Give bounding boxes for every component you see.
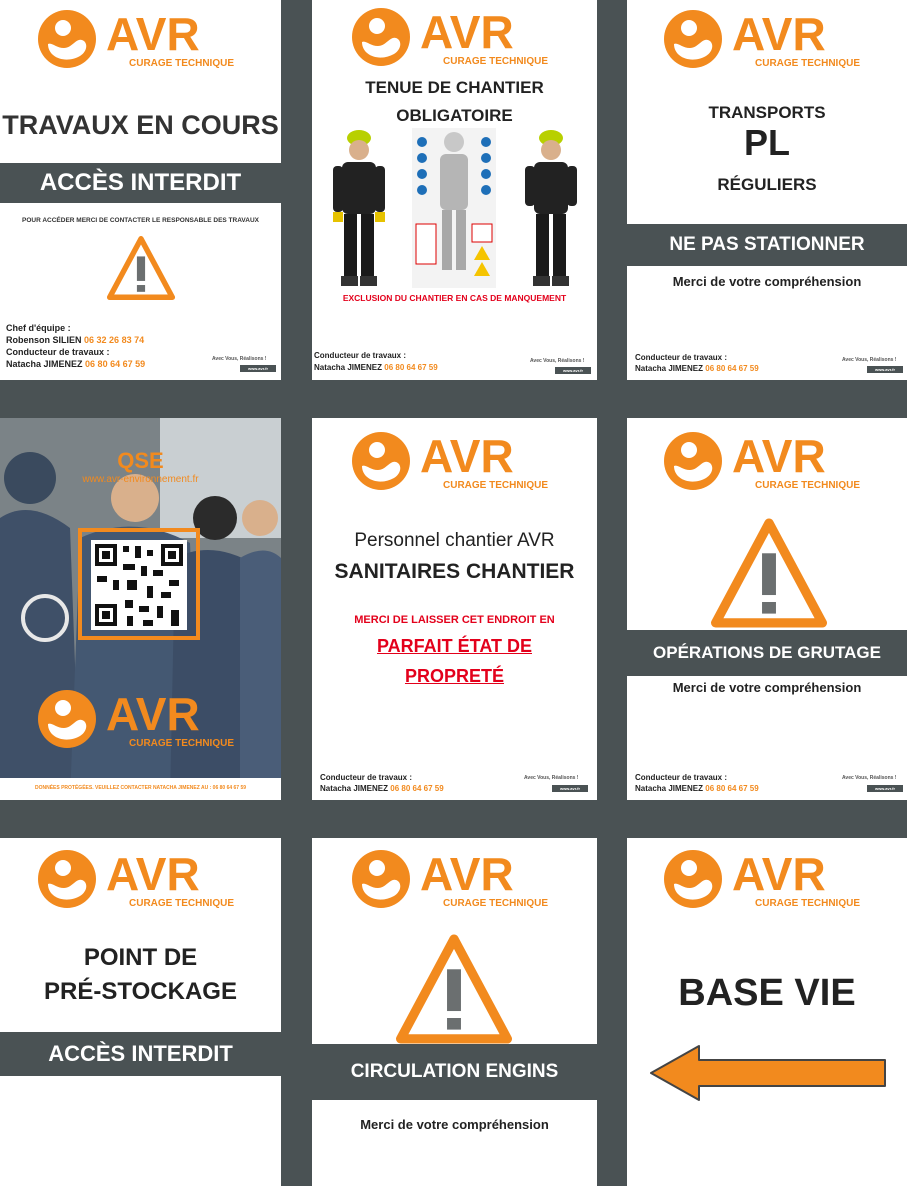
sign3-contacts — [635, 352, 759, 374]
cond-phone: 06 80 64 67 59 — [85, 359, 146, 369]
sign9-title: BASE VIE — [678, 972, 856, 1014]
cond-phone: 06 80 64 67 59 — [705, 784, 759, 793]
sign5-line3: MERCI DE LAISSER CET ENDROIT EN — [354, 614, 555, 626]
arrow-left-icon — [649, 1042, 889, 1104]
cond-name: Natacha JIMENEZ — [314, 363, 383, 372]
avr-logo — [662, 848, 872, 910]
sign5-line1: Personnel chantier AVR — [354, 530, 555, 551]
sign3-line3: RÉGULIERS — [717, 175, 817, 194]
cond-phone: 06 80 64 67 59 — [384, 363, 438, 372]
sign5-line2: SANITAIRES CHANTIER — [334, 560, 575, 583]
sign1-title: TRAVAUX EN COURS — [2, 110, 279, 140]
website-badge: www.avr.fr — [867, 785, 903, 792]
cond-phone: 06 80 64 67 59 — [705, 364, 759, 373]
cond-label: Conducteur de travaux : — [6, 347, 110, 357]
sign-grutage — [627, 418, 907, 800]
warning-icon — [104, 236, 178, 300]
sign-tenue-de-chantier — [312, 0, 597, 380]
sign-travaux-en-cours — [0, 0, 281, 380]
website-badge: www.avr.fr — [555, 367, 591, 374]
slogan: Avec Vous, Réalisons ! — [524, 775, 579, 781]
sign5-contacts — [320, 772, 444, 794]
sign1-contacts — [6, 322, 145, 370]
cond-label: Conducteur de travaux : — [320, 773, 413, 782]
ppe-poster-figure — [412, 128, 496, 288]
avr-logo — [36, 688, 246, 750]
cond-name: Natacha JIMENEZ — [635, 364, 704, 373]
sign6-thanks: Merci de votre compréhension — [672, 680, 862, 695]
sign1-band: ACCÈS INTERDIT — [0, 163, 281, 203]
sign5-line4: PARFAIT ÉTAT DE — [377, 636, 532, 656]
website-badge: www.avr.fr — [240, 365, 276, 372]
sign-sanitaires — [312, 418, 597, 800]
slogan: Avec Vous, Réalisons ! — [842, 357, 897, 363]
sign5-line5: PROPRETÉ — [404, 666, 505, 686]
chef-name: Robenson SILIEN — [6, 335, 82, 345]
sign3-thanks: Merci de votre compréhension — [672, 274, 862, 289]
chef-phone: 06 32 26 83 74 — [84, 335, 145, 345]
cond-label: Conducteur de travaux : — [635, 353, 728, 362]
cond-name: Natacha JIMENEZ — [635, 784, 704, 793]
sign4-url: www.avr-environnement.fr — [82, 474, 199, 485]
cond-name: Natacha JIMENEZ — [6, 359, 83, 369]
slogan: Avec Vous, Réalisons ! — [842, 775, 897, 781]
sign3-line2: PL — [743, 122, 790, 163]
warning-icon — [711, 518, 827, 628]
slogan: Avec Vous, Réalisons ! — [530, 358, 585, 364]
sign-circulation-engins — [312, 838, 597, 1186]
warning-icon — [396, 934, 512, 1044]
cond-label: Conducteur de travaux : — [635, 773, 728, 782]
worker-left-figure — [330, 128, 388, 288]
cond-label: Conducteur de travaux : — [314, 351, 407, 360]
sign7-band: ACCÈS INTERDIT — [0, 1032, 281, 1076]
sign7-line1: POINT DE — [83, 944, 198, 971]
avr-logo — [350, 430, 560, 492]
sign2-exclusion: EXCLUSION DU CHANTIER EN CAS DE MANQUEMENT — [342, 293, 567, 303]
cond-name: Natacha JIMENEZ — [320, 784, 389, 793]
sign1-note: POUR ACCÉDER MERCI DE CONTACTER LE RESPONSABLE DES TRAVAUX — [21, 217, 260, 224]
sign2-title2: OBLIGATOIRE — [396, 106, 513, 125]
sign-pre-stockage — [0, 838, 281, 1186]
sign8-thanks: Merci de votre compréhension — [360, 1117, 549, 1132]
avr-logo — [662, 8, 872, 70]
sign-qse — [0, 418, 281, 800]
sign-base-vie — [627, 838, 907, 1186]
sign6-band: OPÉRATIONS DE GRUTAGE — [627, 630, 907, 676]
avr-logo — [350, 848, 560, 910]
qr-code — [91, 540, 187, 630]
sign3-band: NE PAS STATIONNER — [627, 224, 907, 266]
avr-logo — [662, 430, 872, 492]
avr-logo — [350, 6, 560, 68]
website-badge: www.avr.fr — [552, 785, 588, 792]
sign8-band: CIRCULATION ENGINS — [312, 1044, 597, 1100]
sign4-footer: DONNÉES PROTÉGÉES. VEUILLEZ CONTACTER NATACHA JIMENEZ AU : 06 80 64 67 59 — [34, 785, 247, 791]
sign7-line2: PRÉ-STOCKAGE — [44, 978, 237, 1005]
sign-transports-pl — [627, 0, 907, 380]
sign4-title: QSE — [117, 448, 164, 473]
website-badge: www.avr.fr — [867, 366, 903, 373]
avr-logo — [36, 848, 246, 910]
sign2-title1: TENUE DE CHANTIER — [365, 78, 544, 97]
sign6-contacts — [635, 772, 759, 794]
slogan: Avec Vous, Réalisons ! — [212, 356, 267, 362]
sign2-contacts — [314, 350, 438, 374]
chef-label: Chef d'équipe : — [6, 323, 71, 333]
avr-logo — [36, 8, 246, 70]
sign3-line1: TRANSPORTS — [708, 103, 826, 122]
cond-phone: 06 80 64 67 59 — [390, 784, 444, 793]
worker-right-figure — [522, 128, 580, 288]
